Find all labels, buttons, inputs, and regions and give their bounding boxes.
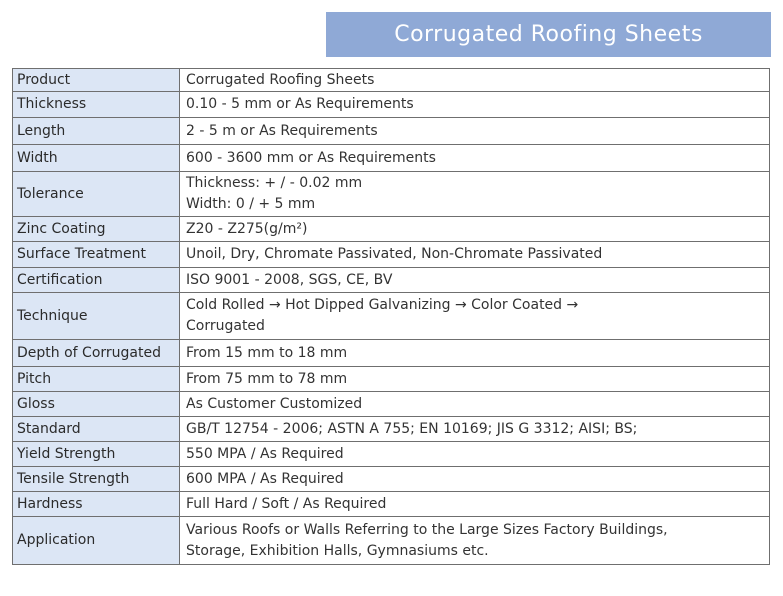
table-row (13, 442, 770, 467)
page-title: Corrugated Roofing Sheets (326, 12, 771, 57)
row-value (180, 69, 770, 92)
row-value-line: Z20 - Z275(g/m²) (186, 220, 308, 237)
row-value (180, 92, 770, 118)
row-value (180, 367, 770, 392)
table-row (13, 517, 770, 565)
row-value-line: 2 - 5 m or As Requirements (186, 122, 378, 139)
spec-table (12, 68, 770, 565)
row-value-line: As Customer Customized (186, 395, 363, 412)
row-value-line: Thickness: + / - 0.02 mm (186, 175, 363, 191)
row-label: Yield Strength (13, 442, 180, 467)
table-row (13, 118, 770, 145)
row-value (180, 417, 770, 442)
row-label: Pitch (13, 367, 180, 392)
table-row (13, 467, 770, 492)
row-value-line: ISO 9001 - 2008, SGS, CE, BV (186, 271, 393, 288)
table-row (13, 69, 770, 92)
row-value (180, 118, 770, 145)
table-row (13, 340, 770, 367)
row-label: Zinc Coating (13, 217, 180, 242)
row-value-line: Corrugated Roofing Sheets (186, 71, 375, 88)
row-label: Technique (13, 293, 180, 340)
table-row (13, 293, 770, 340)
row-label: Gloss (13, 392, 180, 417)
row-value (180, 517, 770, 565)
row-value-line: 600 - 3600 mm or As Requirements (186, 149, 436, 166)
row-value (180, 268, 770, 293)
table-row (13, 268, 770, 293)
row-value-line: Storage, Exhibition Halls, Gymnasiums etc. (186, 542, 489, 559)
row-value-line: 600 MPA / As Required (186, 470, 344, 487)
row-label: Product (13, 69, 180, 92)
table-row (13, 172, 770, 217)
row-label: Hardness (13, 492, 180, 517)
row-value-line: Corrugated (186, 318, 265, 334)
table-row (13, 242, 770, 268)
row-value-line: GB/T 12754 - 2006; ASTN A 755; EN 10169; JIS G 3312; AISI; BS; (186, 420, 638, 437)
row-value-line: Unoil, Dry, Chromate Passivated, Non-Chromate Passivated (186, 246, 603, 262)
row-value-line: 0.10 - 5 mm or As Requirements (186, 96, 414, 112)
row-value (180, 293, 770, 340)
table-row (13, 217, 770, 242)
row-value (180, 442, 770, 467)
table-row (13, 417, 770, 442)
table-row (13, 492, 770, 517)
row-value-line: From 75 mm to 78 mm (186, 370, 348, 387)
row-value (180, 172, 770, 217)
table-row (13, 392, 770, 417)
table-row (13, 367, 770, 392)
row-value (180, 467, 770, 492)
row-value (180, 242, 770, 268)
row-label: Tolerance (13, 172, 180, 217)
table-row (13, 145, 770, 172)
row-value (180, 145, 770, 172)
row-label: Certification (13, 268, 180, 293)
row-value (180, 492, 770, 517)
row-value (180, 392, 770, 417)
row-label: Application (13, 517, 180, 565)
row-label: Tensile Strength (13, 467, 180, 492)
spec-table-body (13, 69, 770, 565)
row-value-line: From 15 mm to 18 mm (186, 344, 348, 361)
row-label: Width (13, 145, 180, 172)
row-label: Length (13, 118, 180, 145)
row-value (180, 217, 770, 242)
row-value-line: 550 MPA / As Required (186, 445, 344, 462)
row-label: Surface Treatment (13, 242, 180, 268)
row-value (180, 340, 770, 367)
table-row (13, 92, 770, 118)
row-value-line: Various Roofs or Walls Referring to the Large Sizes Factory Buildings, (186, 521, 668, 538)
row-label: Thickness (13, 92, 180, 118)
row-label: Standard (13, 417, 180, 442)
row-value-line: Full Hard / Soft / As Required (186, 495, 387, 512)
row-value-line: Cold Rolled → Hot Dipped Galvanizing → Color Coated → (186, 297, 579, 313)
row-value-line: Width: 0 / + 5 mm (186, 196, 316, 212)
row-label: Depth of Corrugated (13, 340, 180, 367)
